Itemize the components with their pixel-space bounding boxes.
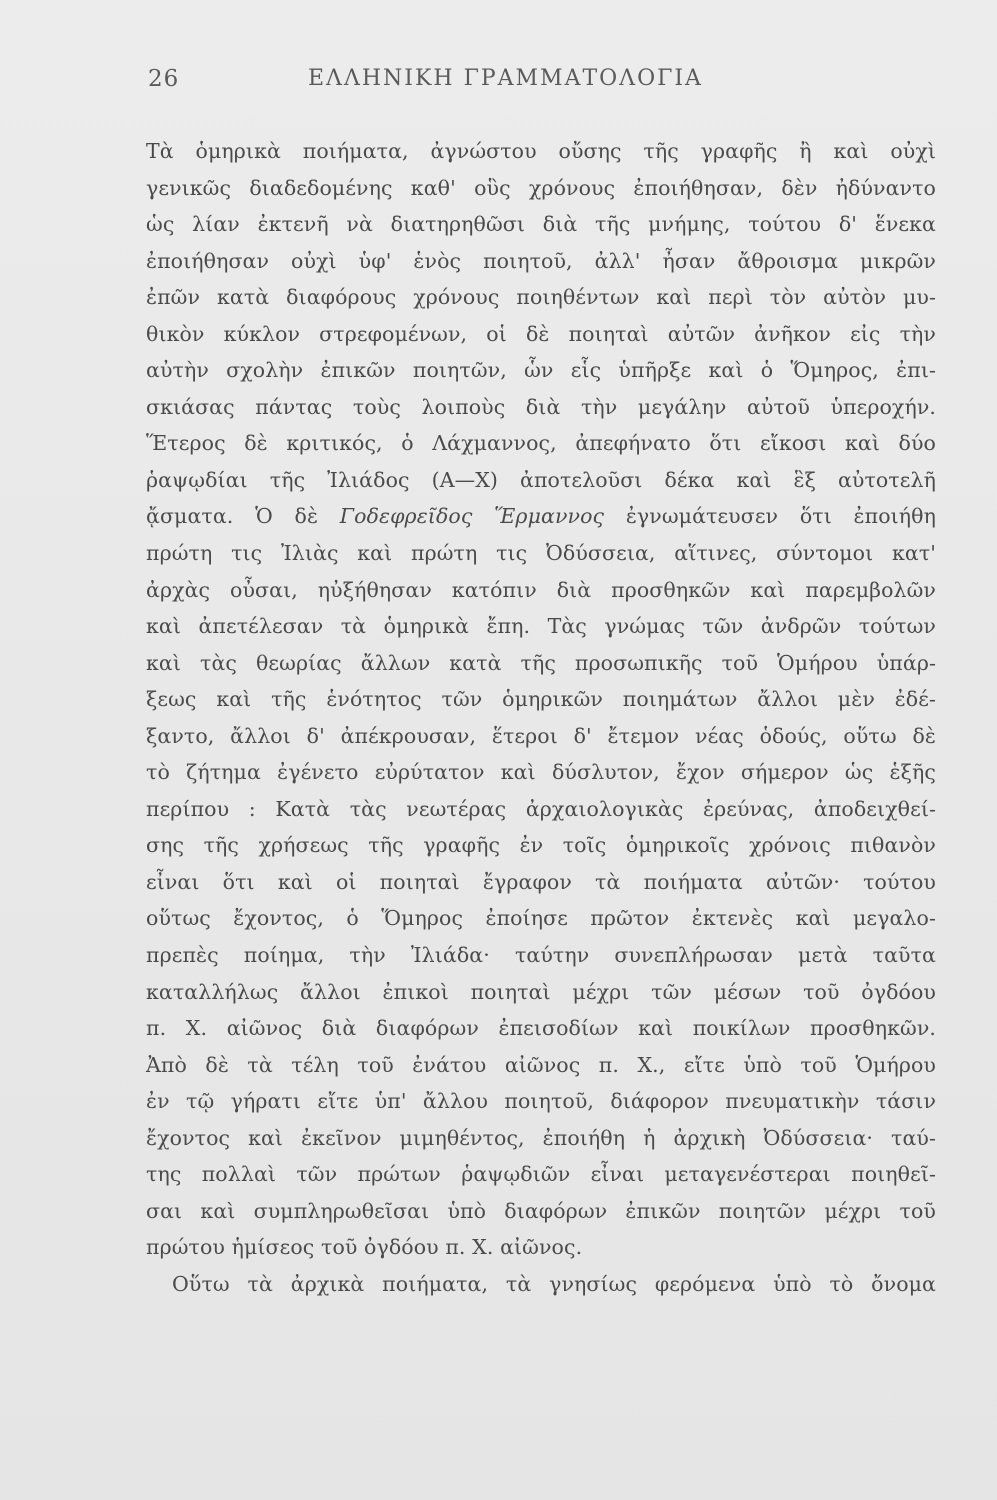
text-segment: ἐγνωμάτευσεν ὅτι ἐποιήθη [604, 504, 937, 529]
text-line: ἐποιήθησαν οὐχὶ ὑφ' ἑνὸς ποιητοῦ, ἀλλ' ἦσαν ἄθροισμα μικρῶν [146, 248, 936, 273]
text-line: ἀρχὰς οὖσαι, ηὐξήθησαν κατόπιν διὰ προσθηκῶν καὶ παρεμβολῶν [146, 577, 936, 602]
text-line: Ἀπὸ δὲ τὰ τέλη τοῦ ἐνάτου αἰῶνος π. Χ., εἴτε ὑπὸ τοῦ Ὁμήρου [146, 1052, 936, 1077]
text-line: ἔχοντος καὶ ἐκεῖνον μιμηθέντος, ἐποιήθη ἡ ἀρχικὴ Ὀδύσσεια· ταύ- [146, 1125, 936, 1150]
italic-name: Γοδεφρεῖδος Ἕρμαννος [339, 504, 605, 529]
text-line: σαι καὶ συμπληρωθεῖσαι ὑπὸ διαφόρων ἐπικῶν ποιητῶν μέχρι τοῦ [146, 1198, 936, 1223]
text-line: πρώτη τις Ἰλιὰς καὶ πρώτη τις Ὀδύσσεια, αἵτινες, σύντομοι κατ' [146, 541, 936, 566]
text-line: καταλλήλως ἄλλοι ἐπικοὶ ποιηταὶ μέχρι τῶν μέσων τοῦ ὀγδόου [146, 979, 936, 1004]
text-line: γενικῶς διαδεδομένης καθ' οὓς χρόνους ἐποιήθησαν, δὲν ἠδύναντο [146, 175, 936, 200]
text-line: σκιάσας πάντας τοὺς λοιποὺς διὰ τὴν μεγάλην αὐτοῦ ὑπεροχήν. [146, 394, 936, 419]
text-line: π. Χ. αἰῶνος διὰ διαφόρων ἐπεισοδίων καὶ ποικίλων προσθηκῶν. [146, 1016, 936, 1041]
page-number: 26 [148, 66, 180, 92]
text-line: τὸ ζήτημα ἐγένετο εὐρύτατον καὶ δύσλυτον, ἔχον σήμερον ὡς ἑξῆς [146, 760, 936, 785]
text-line: της πολλαὶ τῶν πρώτων ῥαψῳδιῶν εἶναι μεταγενέστεραι ποιηθεῖ- [146, 1162, 936, 1187]
text-line: ἐν τῷ γήρατι εἴτε ὑπ' ἄλλου ποιητοῦ, διάφορον πνευματικὴν τάσιν [146, 1089, 936, 1114]
text-line: ξαντο, ἄλλοι δ' ἀπέκρουσαν, ἕτεροι δ' ἔτεμον νέας ὁδούς, οὕτω δὲ [146, 723, 936, 748]
page-header [148, 66, 928, 106]
text-line: ῥαψῳδίαι τῆς Ἰλιάδος (Α—Χ) ἀποτελοῦσι δέκα καὶ ἓξ αὐτοτελῆ [146, 467, 936, 492]
text-line: ξεως καὶ τῆς ἑνότητος τῶν ὁμηρικῶν ποιημάτων ἄλλοι μὲν ἐδέ- [146, 687, 936, 712]
text-line: αὐτὴν σχολὴν ἐπικῶν ποιητῶν, ὧν εἷς ὑπῆρξε καὶ ὁ Ὅμηρος, ἐπι- [146, 358, 936, 383]
running-title: ΕΛΛΗΝΙΚΗ ΓΡΑΜΜΑΤΟΛΟΓΙΑ [308, 66, 703, 91]
text-line: Τὰ ὁμηρικὰ ποιήματα, ἀγνώστου οὔσης τῆς γραφῆς ἢ καὶ οὐχὶ [146, 139, 936, 163]
text-line: καὶ ἀπετέλεσαν τὰ ὁμηρικὰ ἔπη. Τὰς γνώμας τῶν ἀνδρῶν τούτων [146, 614, 936, 639]
text-line: ἐπῶν κατὰ διαφόρους χρόνους ποιηθέντων καὶ περὶ τὸν αὐτὸν μυ- [146, 285, 936, 310]
text-line: περίπου : Κατὰ τὰς νεωτέρας ἀρχαιολογικὰς ἐρεύνας, ἀποδειχθεί- [146, 796, 936, 821]
text-line: εἶναι ὅτι καὶ οἱ ποιηταὶ ἔγραφον τὰ ποιήματα αὐτῶν· τούτου [146, 869, 936, 894]
text-line: Οὕτω τὰ ἀρχικὰ ποιήματα, τὰ γνησίως φερόμενα ὑπὸ τὸ ὄνομα [172, 1271, 936, 1296]
text-line: πρώτου ἡμίσεος τοῦ ὀγδόου π. Χ. αἰῶνος. [146, 1235, 583, 1260]
text-line: Ἕτερος δὲ κριτικός, ὁ Λάχμαννος, ἀπεφήνατο ὅτι εἴκοσι καὶ δύο [146, 431, 936, 456]
text-line: θικὸν κύκλον στρεφομένων, οἱ δὲ ποιηταὶ αὐτῶν ἀνῆκον εἰς τὴν [146, 321, 936, 346]
text-line: ὡς λίαν ἐκτενῆ νὰ διατηρηθῶσι διὰ τῆς μνήμης, τούτου δ' ἕνεκα [146, 212, 936, 237]
text-line: πρεπὲς ποίημα, τὴν Ἰλιάδα· ταύτην συνεπλήρωσαν μετὰ ταῦτα [146, 943, 936, 968]
text-line: καὶ τὰς θεωρίας ἄλλων κατὰ τῆς προσωπικῆς τοῦ Ὁμήρου ὑπάρ- [146, 650, 936, 675]
text-line: οὕτως ἔχοντος, ὁ Ὅμηρος ἐποίησε πρῶτον ἐκτενὲς καὶ μεγαλο- [146, 906, 936, 931]
text-line-with-italic [146, 498, 936, 535]
text-line: σης τῆς χρήσεως τῆς γραφῆς ἐν τοῖς ὁμηρικοῖς χρόνοις πιθανὸν [146, 833, 936, 858]
body-text [146, 133, 936, 1303]
text-segment: ᾄσματα. Ὁ δὲ [146, 504, 340, 529]
